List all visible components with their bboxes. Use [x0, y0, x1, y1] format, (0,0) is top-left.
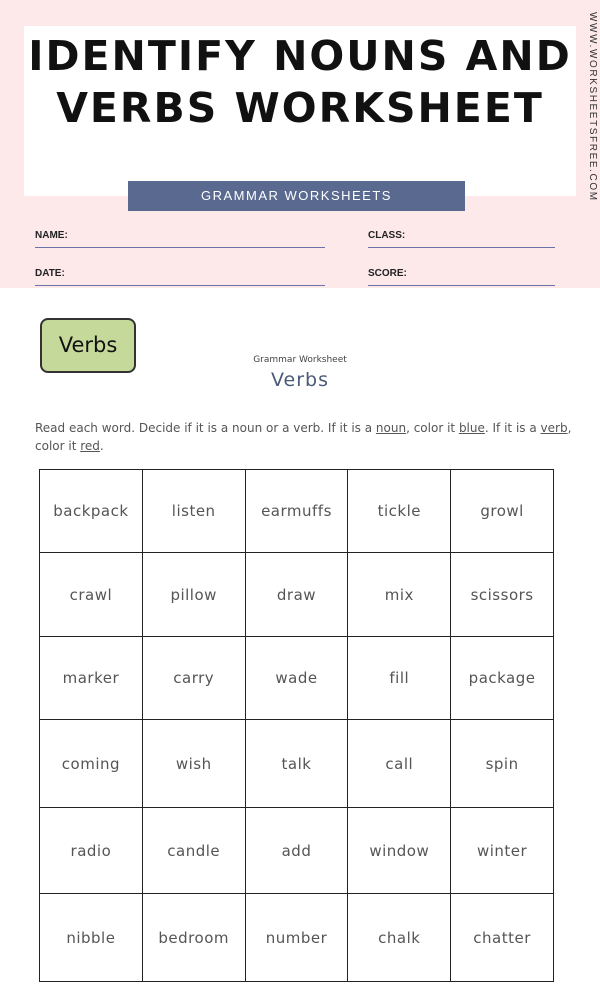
word-cell: spin [451, 720, 554, 808]
date-label: DATE: [35, 268, 65, 279]
grid-row [40, 808, 554, 894]
worksheet-title: Verbs [271, 369, 329, 391]
word-cell: earmuffs [245, 470, 348, 553]
word-cell: mix [348, 553, 451, 637]
word-cell: wish [142, 720, 245, 808]
grid-row [40, 894, 554, 982]
instructions-text-3: . If it is a [484, 421, 541, 435]
word-cell: growl [451, 470, 554, 553]
word-cell: talk [245, 720, 348, 808]
word-cell: tickle [348, 470, 451, 553]
site-url: WWW.WORKSHEETSFREE.COM [587, 12, 598, 202]
word-cell: chalk [348, 894, 451, 982]
instructions-text-4: , color it [35, 421, 572, 453]
word-cell: bedroom [142, 894, 245, 982]
word-cell: package [451, 637, 554, 720]
word-cell: coming [40, 720, 143, 808]
score-label: SCORE: [368, 268, 407, 279]
grid-row [40, 720, 554, 808]
class-label: CLASS: [368, 230, 406, 241]
word-cell: draw [245, 553, 348, 637]
word-cell: crawl [40, 553, 143, 637]
worksheet-subtitle: Grammar Worksheet [253, 355, 347, 365]
instructions-text-1: Read each word. Decide if it is a noun or a verb. If it is a [35, 421, 376, 435]
instructions-red: red [80, 439, 100, 453]
name-label: NAME: [35, 230, 68, 241]
instructions-text-5: . [99, 439, 104, 453]
instructions-verb: verb [540, 421, 568, 435]
word-cell: call [348, 720, 451, 808]
class-line [368, 247, 555, 248]
word-cell: marker [40, 637, 143, 720]
date-line [35, 285, 325, 286]
name-line [35, 247, 325, 248]
instructions-blue: blue [458, 421, 485, 435]
word-cell: chatter [451, 894, 554, 982]
word-cell: wade [245, 637, 348, 720]
word-cell: fill [348, 637, 451, 720]
word-cell: backpack [40, 470, 143, 553]
word-cell: nibble [40, 894, 143, 982]
instructions-text-2: , color it [406, 421, 459, 435]
word-cell: winter [451, 808, 554, 894]
word-cell: listen [142, 470, 245, 553]
word-cell: add [245, 808, 348, 894]
grid-row [40, 470, 554, 553]
grid-row [40, 553, 554, 637]
word-cell: pillow [142, 553, 245, 637]
word-cell: window [348, 808, 451, 894]
word-cell: carry [142, 637, 245, 720]
word-cell: number [245, 894, 348, 982]
word-cell: radio [40, 808, 143, 894]
instructions [35, 419, 575, 455]
word-cell: candle [142, 808, 245, 894]
word-cell: scissors [451, 553, 554, 637]
verbs-badge: Verbs [40, 318, 136, 373]
word-grid [39, 469, 554, 982]
score-line [368, 285, 555, 286]
page-title: IDENTIFY NOUNS AND VERBS WORKSHEET [28, 32, 572, 132]
grid-row [40, 637, 554, 720]
category-banner: GRAMMAR WORKSHEETS [128, 181, 465, 211]
instructions-noun: noun [375, 421, 407, 435]
